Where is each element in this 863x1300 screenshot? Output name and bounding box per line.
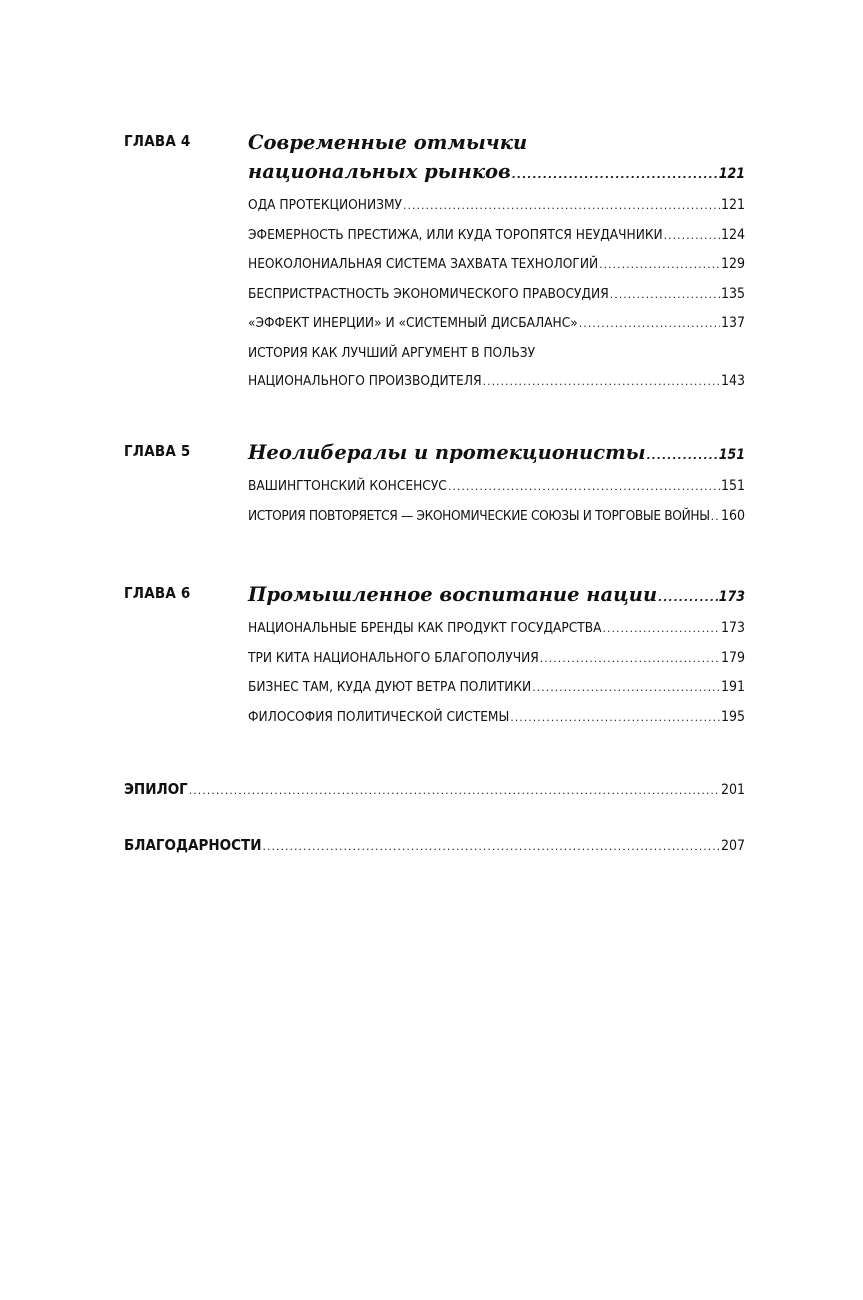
section-title: ТРИ КИТА НАЦИОНАЛЬНОГО БЛАГОПОЛУЧИЯ: [248, 649, 539, 666]
page-number: 124: [720, 226, 745, 243]
dot-leader: [532, 674, 720, 703]
page-number: 173: [720, 620, 745, 636]
section-title: ЭФЕМЕРНОСТЬ ПРЕСТИЖА, ИЛИ КУДА ТОРОПЯТСЯ НЕУДАЧНИКИ: [248, 226, 663, 243]
toc-entry[interactable]: [248, 703, 745, 733]
dot-leader: [647, 441, 718, 470]
toc-entry[interactable]: [248, 502, 745, 532]
toc-entry[interactable]: [248, 309, 745, 339]
page-number: 195: [720, 708, 745, 725]
section-title: ОДА ПРОТЕКЦИОНИЗМУ: [248, 197, 402, 213]
toc-entry[interactable]: [248, 280, 745, 310]
chapter-body: [248, 580, 745, 732]
dot-leader: [403, 192, 720, 221]
toc-entry[interactable]: [248, 614, 745, 644]
section-title: «ЭФФЕКТ ИНЕРЦИИ» И «СИСТЕМНЫЙ ДИСБАЛАНС»: [248, 315, 578, 331]
page-number: 121: [718, 166, 745, 182]
toc-entry-epilog[interactable]: [124, 780, 745, 798]
chapter-body: [248, 438, 745, 531]
chapter-title: Промышленное воспитание нации: [248, 583, 658, 606]
chapter-4: [124, 128, 745, 397]
page-number: 179: [720, 649, 745, 666]
toc-entry[interactable]: [248, 250, 745, 280]
section-title-line-2: НАЦИОНАЛЬНОГО ПРОИЗВОДИТЕЛЯ: [248, 373, 482, 389]
toc-entry[interactable]: [248, 191, 745, 221]
page-number: 121: [720, 197, 745, 213]
page-number: 201: [720, 782, 745, 798]
section-title: НАЦИОНАЛЬНЫЕ БРЕНДЫ КАК ПРОДУКТ ГОСУДАРСТВА: [248, 620, 602, 636]
chapter-6: [124, 580, 745, 732]
dot-leader: [658, 583, 718, 612]
dot-leader: [603, 615, 720, 644]
dot-leader: [579, 310, 720, 339]
dot-leader: [189, 784, 720, 797]
chapter-body: [248, 128, 745, 397]
dot-leader: [512, 160, 718, 189]
dot-leader: [664, 222, 720, 251]
chapter-label: ГЛАВА 5: [124, 442, 191, 460]
acknowledgements-title: БЛАГОДАРНОСТИ: [124, 836, 262, 854]
chapter-title-line-2: национальных рынков: [248, 160, 511, 183]
dot-leader: [448, 473, 720, 502]
dot-leader: [263, 840, 720, 853]
page-number: 135: [720, 285, 745, 302]
section-title-line-1[interactable]: ИСТОРИЯ КАК ЛУЧШИЙ АРГУМЕНТ В ПОЛЬЗУ: [248, 344, 536, 361]
dot-leader: [510, 704, 720, 733]
dot-leader: [610, 281, 720, 310]
toc-entry-chapter-title[interactable]: [248, 157, 745, 189]
page-number: 151: [720, 478, 745, 494]
page-number: 137: [720, 315, 745, 331]
toc-entry[interactable]: [248, 472, 745, 502]
dot-leader: [483, 368, 720, 397]
toc-entry[interactable]: [248, 644, 745, 674]
toc-entry[interactable]: [248, 367, 745, 397]
page-number: 173: [718, 589, 745, 605]
page-number: 143: [720, 373, 745, 389]
section-title: ФИЛОСОФИЯ ПОЛИТИЧЕСКОЙ СИСТЕМЫ: [248, 708, 510, 725]
chapter-5: [124, 438, 745, 531]
chapter-title-line-1: Современные отмычки: [248, 131, 528, 154]
chapter-label: ГЛАВА 4: [124, 132, 191, 150]
toc-entry-acknowledgements[interactable]: [124, 836, 745, 854]
page-number: 160: [720, 507, 745, 524]
toc-entry[interactable]: [248, 673, 745, 703]
section-title: БЕСПРИСТРАСТНОСТЬ ЭКОНОМИЧЕСКОГО ПРАВОСУДИЯ: [248, 285, 609, 302]
dot-leader: [599, 251, 720, 280]
section-title: ВАШИНГТОНСКИЙ КОНСЕНСУС: [248, 478, 447, 494]
chapter-label: ГЛАВА 6: [124, 584, 191, 602]
toc-entry-chapter-title[interactable]: [248, 580, 745, 612]
toc-entry[interactable]: [248, 221, 745, 251]
page-number: 129: [720, 256, 745, 272]
chapter-title: Неолибералы и протекционисты: [248, 441, 646, 464]
epilog-title: ЭПИЛОГ: [124, 780, 188, 798]
toc-entry-chapter-title[interactable]: [248, 438, 745, 470]
section-title: ИСТОРИЯ ПОВТОРЯЕТСЯ — ЭКОНОМИЧЕСКИЕ СОЮЗЫ И ТОРГОВЫЕ ВОЙНЫ: [248, 507, 710, 524]
page-number: 207: [720, 838, 745, 854]
dot-leader: [540, 645, 720, 674]
page-number: 151: [718, 447, 745, 463]
page-number: 191: [720, 679, 745, 695]
section-title: НЕОКОЛОНИАЛЬНАЯ СИСТЕМА ЗАХВАТА ТЕХНОЛОГИЙ: [248, 256, 599, 272]
section-title: БИЗНЕС ТАМ, КУДА ДУЮТ ВЕТРА ПОЛИТИКИ: [248, 679, 532, 695]
dot-leader: [711, 503, 720, 532]
